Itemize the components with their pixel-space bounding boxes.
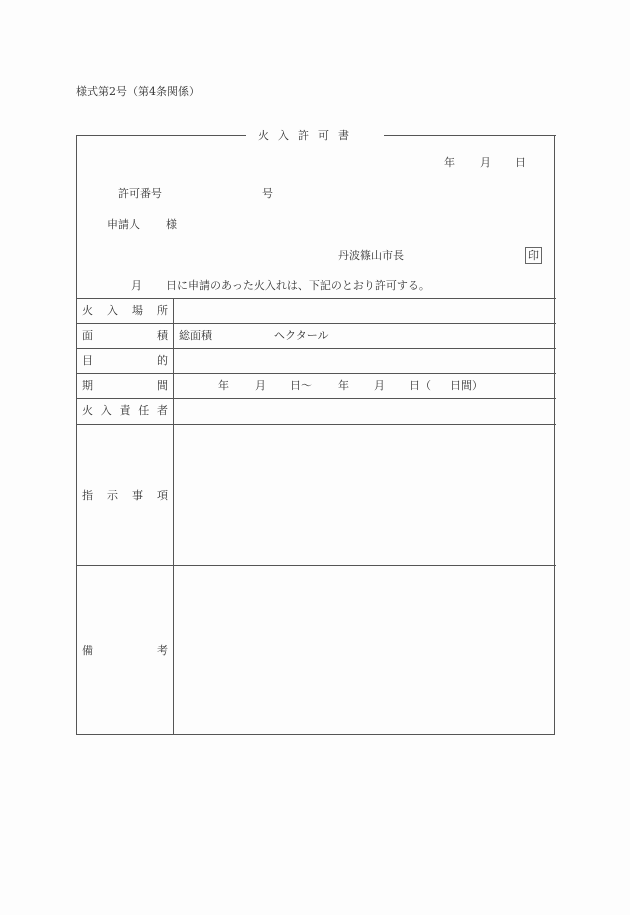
total-area-label: 総面積 (179, 329, 212, 342)
responsible-person-field[interactable] (174, 399, 555, 424)
label-instructions: 指 示 事 項 (82, 489, 168, 502)
label-remarks: 備 考 (82, 644, 168, 657)
label-period: 期 間 (82, 379, 168, 392)
purpose-field[interactable] (174, 349, 555, 373)
burn-location-field[interactable] (174, 299, 555, 323)
permit-number-label: 許可番号 (118, 187, 162, 200)
label-area: 面 積 (82, 329, 168, 342)
date-month-label: 月 (480, 156, 491, 169)
period-start-month: 月 (255, 379, 266, 392)
period-start-year: 年 (218, 379, 229, 392)
applicant-honorific: 様 (166, 218, 177, 231)
applicant-label: 申請人 (107, 218, 140, 231)
hectare-unit: ヘクタール (274, 329, 329, 342)
label-burn-location: 火 入 場 所 (82, 304, 168, 317)
document-title: 火入許可書 (258, 129, 358, 142)
instructions-field[interactable] (174, 425, 555, 565)
period-days: 日間） (450, 379, 483, 392)
permit-number-suffix: 号 (262, 187, 273, 200)
period-end-day: 日（ (409, 379, 431, 392)
period-end-month: 月 (374, 379, 385, 392)
row-divider (76, 373, 556, 374)
statement-month: 月 (131, 279, 142, 292)
statement-text: 日に申請のあった火入れは、下記のとおり許可する。 (166, 279, 430, 292)
row-divider (76, 323, 556, 324)
label-responsible-person: 火 入 責 任 者 (82, 404, 168, 417)
label-purpose: 目 的 (82, 354, 168, 367)
date-year-label: 年 (444, 156, 455, 169)
form-number: 様式第2号（第4条関係） (76, 85, 200, 98)
issuer-name: 丹波篠山市長 (338, 249, 404, 262)
period-end-year: 年 (338, 379, 349, 392)
remarks-field[interactable] (174, 566, 555, 734)
seal-mark: 印 (525, 247, 542, 264)
date-day-label: 日 (515, 156, 526, 169)
period-start-day: 日〜 (290, 379, 312, 392)
